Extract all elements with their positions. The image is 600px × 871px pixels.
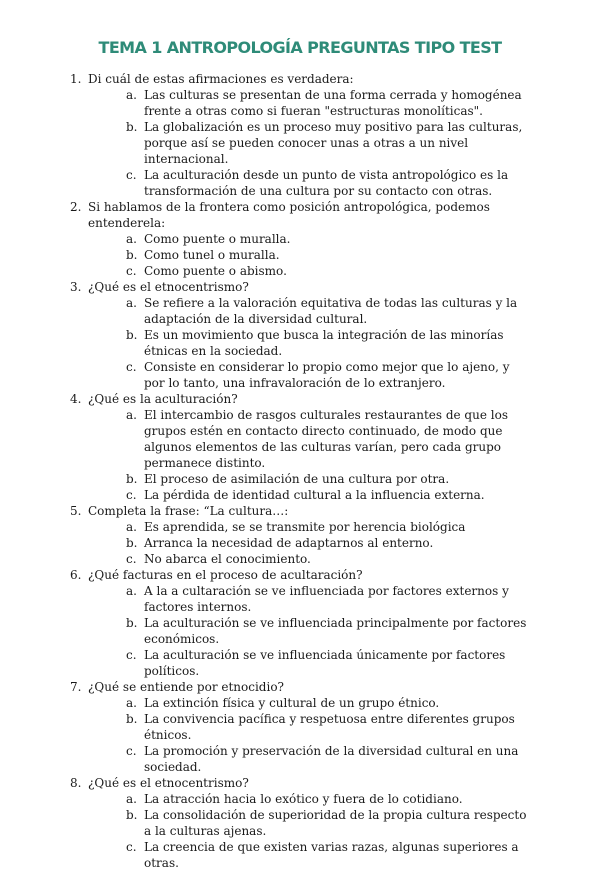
option-letter: b. xyxy=(126,120,138,134)
question-number: 6. xyxy=(70,568,82,582)
option-text: El proceso de asimilación de una cultura por otra. xyxy=(144,472,450,486)
option-text: Como tunel o muralla. xyxy=(144,248,280,262)
option-item xyxy=(88,263,528,279)
option-list xyxy=(88,583,528,679)
question-number: 7. xyxy=(70,680,82,694)
option-list xyxy=(88,407,528,503)
option-letter: b. xyxy=(126,808,138,822)
option-letter: b. xyxy=(126,712,138,726)
option-text: A la a cultaración se ve influenciada por factores externos y factores internos. xyxy=(144,584,509,614)
question-list xyxy=(70,71,528,871)
question-number: 2. xyxy=(70,200,82,214)
option-text: La convivencia pacífica y respetuosa entre diferentes grupos étnicos. xyxy=(144,712,515,742)
option-text: La pérdida de identidad cultural a la influencia externa. xyxy=(144,488,485,502)
option-item xyxy=(88,295,528,327)
question-number: 5. xyxy=(70,504,82,518)
option-item xyxy=(88,87,528,119)
option-letter: a. xyxy=(126,584,137,598)
option-list xyxy=(88,295,528,391)
question-text: Si hablamos de la frontera como posición antropológica, podemos entenderela: xyxy=(88,200,490,230)
question-item xyxy=(70,279,528,391)
option-letter: a. xyxy=(126,232,137,246)
option-item xyxy=(88,711,528,743)
option-item xyxy=(88,583,528,615)
option-item xyxy=(88,247,528,263)
option-text: Es aprendida, se se transmite por herencia biológica xyxy=(144,520,466,534)
option-letter: c. xyxy=(126,264,137,278)
option-text: No abarca el conocimiento. xyxy=(144,552,311,566)
question-text: ¿Qué facturas en el proceso de acultaración? xyxy=(88,568,363,582)
question-text: Di cuál de estas afirmaciones es verdadera: xyxy=(88,72,354,86)
option-letter: c. xyxy=(126,648,137,662)
option-item xyxy=(88,231,528,247)
option-list xyxy=(88,791,528,871)
question-item xyxy=(70,503,528,567)
option-letter: a. xyxy=(126,88,137,102)
option-letter: a. xyxy=(126,792,137,806)
option-text: La creencia de que existen varias razas, algunas superiores a otras. xyxy=(144,840,519,870)
option-item xyxy=(88,647,528,679)
option-item xyxy=(88,167,528,199)
option-item xyxy=(88,615,528,647)
option-letter: a. xyxy=(126,696,137,710)
question-text: ¿Qué es el etnocentrismo? xyxy=(88,776,249,790)
option-letter: a. xyxy=(126,408,137,422)
option-item xyxy=(88,487,528,503)
question-number: 1. xyxy=(70,72,82,86)
question-item xyxy=(70,71,528,199)
option-list xyxy=(88,695,528,775)
option-text: La atracción hacia lo exótico y fuera de lo cotidiano. xyxy=(144,792,463,806)
option-item xyxy=(88,407,528,471)
option-text: Consiste en considerar lo propio como mejor que lo ajeno, y por lo tanto, una infravaloración de lo extranjero. xyxy=(144,360,510,390)
option-letter: b. xyxy=(126,248,138,262)
option-text: Es un movimiento que busca la integración de las minorías étnicas en la sociedad. xyxy=(144,328,504,358)
option-item xyxy=(88,119,528,167)
option-letter: c. xyxy=(126,840,137,854)
option-item xyxy=(88,519,528,535)
option-item xyxy=(88,551,528,567)
question-item xyxy=(70,567,528,679)
question-number: 3. xyxy=(70,280,82,294)
option-item xyxy=(88,839,528,871)
option-text: La aculturación se ve influenciada únicamente por factores políticos. xyxy=(144,648,506,678)
page-title: TEMA 1 ANTROPOLOGÍA PREGUNTAS TIPO TEST xyxy=(98,38,502,57)
option-text: La extinción física y cultural de un grupo étnico. xyxy=(144,696,440,710)
option-item xyxy=(88,327,528,359)
option-item xyxy=(88,791,528,807)
option-text: Como puente o abismo. xyxy=(144,264,287,278)
option-item xyxy=(88,535,528,551)
option-item xyxy=(88,695,528,711)
option-text: Las culturas se presentan de una forma cerrada y homogénea frente a otras como si fueran "estructuras monolíticas". xyxy=(144,88,522,118)
option-text: La aculturación se ve influenciada principalmente por factores económicos. xyxy=(144,616,527,646)
option-letter: c. xyxy=(126,488,137,502)
question-item xyxy=(70,391,528,503)
question-text: ¿Qué se entiende por etnocidio? xyxy=(88,680,284,694)
option-text: La consolidación de superioridad de la propia cultura respecto a la culturas ajenas. xyxy=(144,808,527,838)
option-text: La aculturación desde un punto de vista antropológico es la transformación de una cultura por su contacto con otras. xyxy=(144,168,509,198)
option-text: Como puente o muralla. xyxy=(144,232,291,246)
option-letter: c. xyxy=(126,168,137,182)
option-letter: b. xyxy=(126,536,138,550)
option-text: Se refiere a la valoración equitativa de todas las culturas y la adaptación de la diversidad cultural. xyxy=(144,296,518,326)
question-item xyxy=(70,679,528,775)
option-text: El intercambio de rasgos culturales restaurantes de que los grupos estén en contacto directo continuado, de modo que algunos elementos de las culturas varían, pero cada grupo permanece distinto. xyxy=(144,408,508,470)
question-item xyxy=(70,199,528,279)
question-text: ¿Qué es el etnocentrismo? xyxy=(88,280,249,294)
option-letter: a. xyxy=(126,296,137,310)
option-letter: c. xyxy=(126,552,137,566)
question-item xyxy=(70,775,528,871)
question-number: 8. xyxy=(70,776,82,790)
option-list xyxy=(88,87,528,199)
option-letter: b. xyxy=(126,328,138,342)
option-item xyxy=(88,359,528,391)
option-text: La globalización es un proceso muy positivo para las culturas, porque así se pueden conocer unas a otras a un nivel internacional. xyxy=(144,120,523,166)
option-letter: a. xyxy=(126,520,137,534)
option-letter: b. xyxy=(126,616,138,630)
question-number: 4. xyxy=(70,392,82,406)
option-letter: c. xyxy=(126,744,137,758)
option-item xyxy=(88,807,528,839)
option-item xyxy=(88,471,528,487)
option-list xyxy=(88,231,528,279)
option-text: Arranca la necesidad de adaptarnos al enterno. xyxy=(144,536,434,550)
option-letter: b. xyxy=(126,472,138,486)
question-text: Completa la frase: “La cultura…: xyxy=(88,504,289,518)
option-list xyxy=(88,519,528,567)
option-text: La promoción y preservación de la diversidad cultural en una sociedad. xyxy=(144,744,519,774)
option-item xyxy=(88,743,528,775)
option-letter: c. xyxy=(126,360,137,374)
question-text: ¿Qué es la aculturación? xyxy=(88,392,238,406)
